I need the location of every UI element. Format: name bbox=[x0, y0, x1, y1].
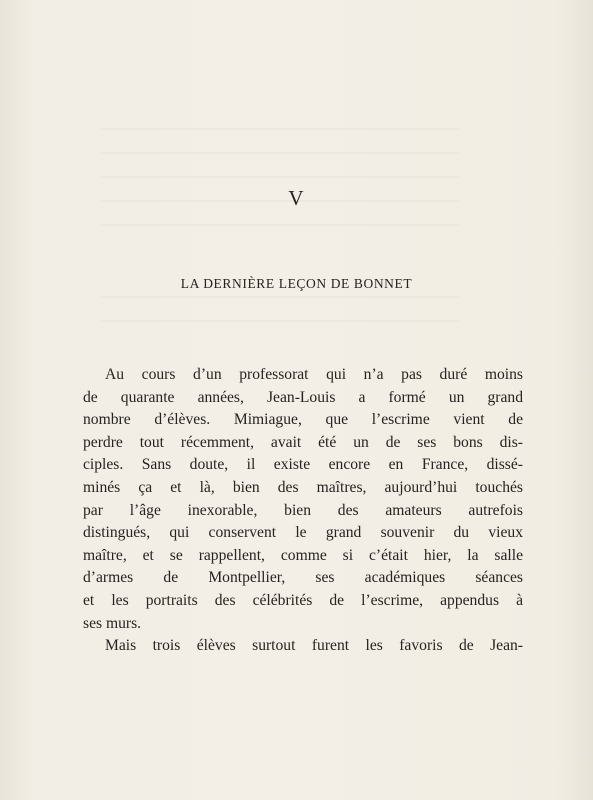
paragraph bbox=[83, 635, 523, 658]
text-line: maître, et se rappellent, comme si c’était hier, la salle bbox=[83, 546, 523, 564]
text-line: perdre tout récemment, avait été un de ses bons dis- bbox=[83, 433, 523, 451]
chapter-number: V bbox=[288, 186, 305, 210]
text-line: et les portraits des célébrités de l’escrime, appendus à bbox=[83, 591, 523, 609]
text-line: distingués, qui conservent le grand souvenir du vieux bbox=[83, 524, 523, 542]
chapter-title: LA DERNIÈRE LEÇON DE BONNET bbox=[180, 276, 413, 291]
text-line: par l’âge inexorable, bien des amateurs autrefois bbox=[83, 501, 523, 519]
body-text bbox=[83, 364, 523, 658]
text-line: ciples. Sans doute, il existe encore en France, dissé- bbox=[83, 456, 523, 474]
text-line: minés ça et là, bien des maîtres, aujourd’hui touchés bbox=[83, 478, 523, 496]
bleed-through bbox=[100, 128, 460, 130]
bleed-through bbox=[100, 320, 460, 322]
paragraph bbox=[83, 364, 523, 635]
text-line: de quarante années, Jean-Louis a formé un grand bbox=[83, 388, 523, 406]
text-line: ses murs. bbox=[83, 614, 142, 632]
bleed-through bbox=[100, 296, 460, 298]
text-line: Mais trois élèves surtout furent les favoris de Jean- bbox=[105, 637, 523, 655]
text-line: Au cours d’un professorat qui n’a pas duré moins bbox=[105, 366, 523, 383]
text-line: d’armes de Montpellier, ses académiques séances bbox=[83, 569, 523, 587]
bleed-through bbox=[100, 152, 460, 154]
text-line: nombre d’élèves. Mimiague, que l’escrime vient de bbox=[83, 411, 523, 429]
bleed-through bbox=[100, 224, 460, 226]
bleed-through bbox=[100, 176, 460, 178]
